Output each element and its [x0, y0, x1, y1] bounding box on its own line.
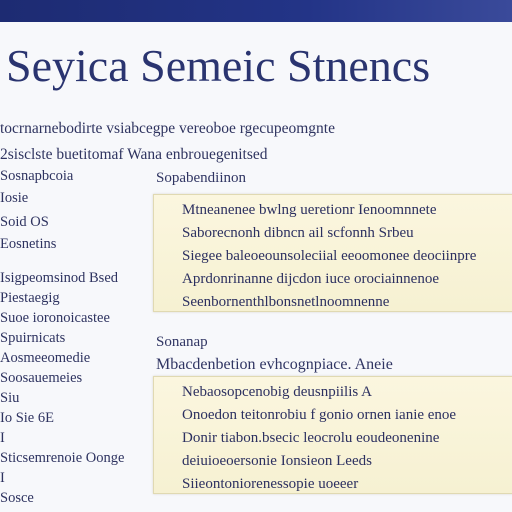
sidebar-item[interactable]: Piestaegig	[0, 290, 60, 306]
sidebar-item[interactable]: I	[0, 470, 5, 486]
sidebar-item[interactable]: Io Sie 6E	[0, 410, 54, 426]
intro-line: 2sisclste buetitomaf Wana enbrouegenitsed	[0, 146, 268, 163]
sidebar-item[interactable]: Siu	[0, 390, 20, 406]
sidebar-item[interactable]: Suoe ioronoicastee	[0, 310, 110, 326]
section-subheading: Mbacdenbetion evhcognpiace. Aneie	[156, 356, 393, 373]
sidebar-item[interactable]: Iosie	[0, 190, 29, 206]
panel-line: Saborecnonh dibncn ail scfonnh Srbeu	[182, 225, 414, 241]
panel-line: Onoedon teitonrobiu f gonio ornen ianie enoe	[182, 407, 457, 423]
section-heading: Sopabendiinon	[156, 170, 246, 186]
header-bar	[0, 0, 512, 22]
panel-line: Siieontoniorenessopie uoeeer	[182, 476, 359, 492]
panel-line: Nebaosopcenobig deusnpiilis A	[182, 384, 372, 400]
sidebar-item[interactable]: Aosmeeomedie	[0, 350, 91, 366]
info-panel	[153, 376, 512, 494]
page-title: Seyica Semeic Stnencs	[6, 40, 431, 91]
panel-line: deiuioeoersonie Ionsieon Leeds	[182, 453, 372, 469]
sidebar-item[interactable]: Soosauemeies	[0, 370, 83, 386]
panel-line: Siegee baleoeounsoleciial eeoomonee deociinpre	[182, 248, 477, 264]
info-panel	[153, 194, 512, 312]
panel-line: Seenbornenthlbonsnetlnoomnenne	[182, 294, 390, 310]
section-heading: Sonanap	[156, 334, 208, 350]
sidebar-item[interactable]: Isigpeomsinod Bsed	[0, 270, 119, 286]
panel-line: Aprdonrinanne dijcdon iuce orociainnenoe	[182, 271, 439, 287]
sidebar-item[interactable]: Eosnetins	[0, 236, 57, 252]
intro-line: tocrnarnebodirte vsiabcegpe vereoboe rgecupeomgnte	[0, 120, 335, 137]
sidebar	[0, 166, 150, 508]
sidebar-item[interactable]: Soid OS	[0, 214, 49, 230]
intro-paragraph	[0, 116, 512, 168]
sidebar-item[interactable]: I	[0, 430, 5, 446]
sidebar-item[interactable]: Sosnapbcoia	[0, 168, 74, 184]
panel-line: Donir tiabon.bsecic leocrolu eoudeonenine	[182, 430, 440, 446]
sidebar-item[interactable]: Sticsemrenoie Oonge	[0, 450, 125, 466]
sidebar-item[interactable]: Sosce	[0, 490, 34, 506]
sidebar-item[interactable]: Spuirnicats	[0, 330, 66, 346]
panel-line: Mtneanenee bwlng ueretionr Ienoomnnete	[182, 202, 437, 218]
